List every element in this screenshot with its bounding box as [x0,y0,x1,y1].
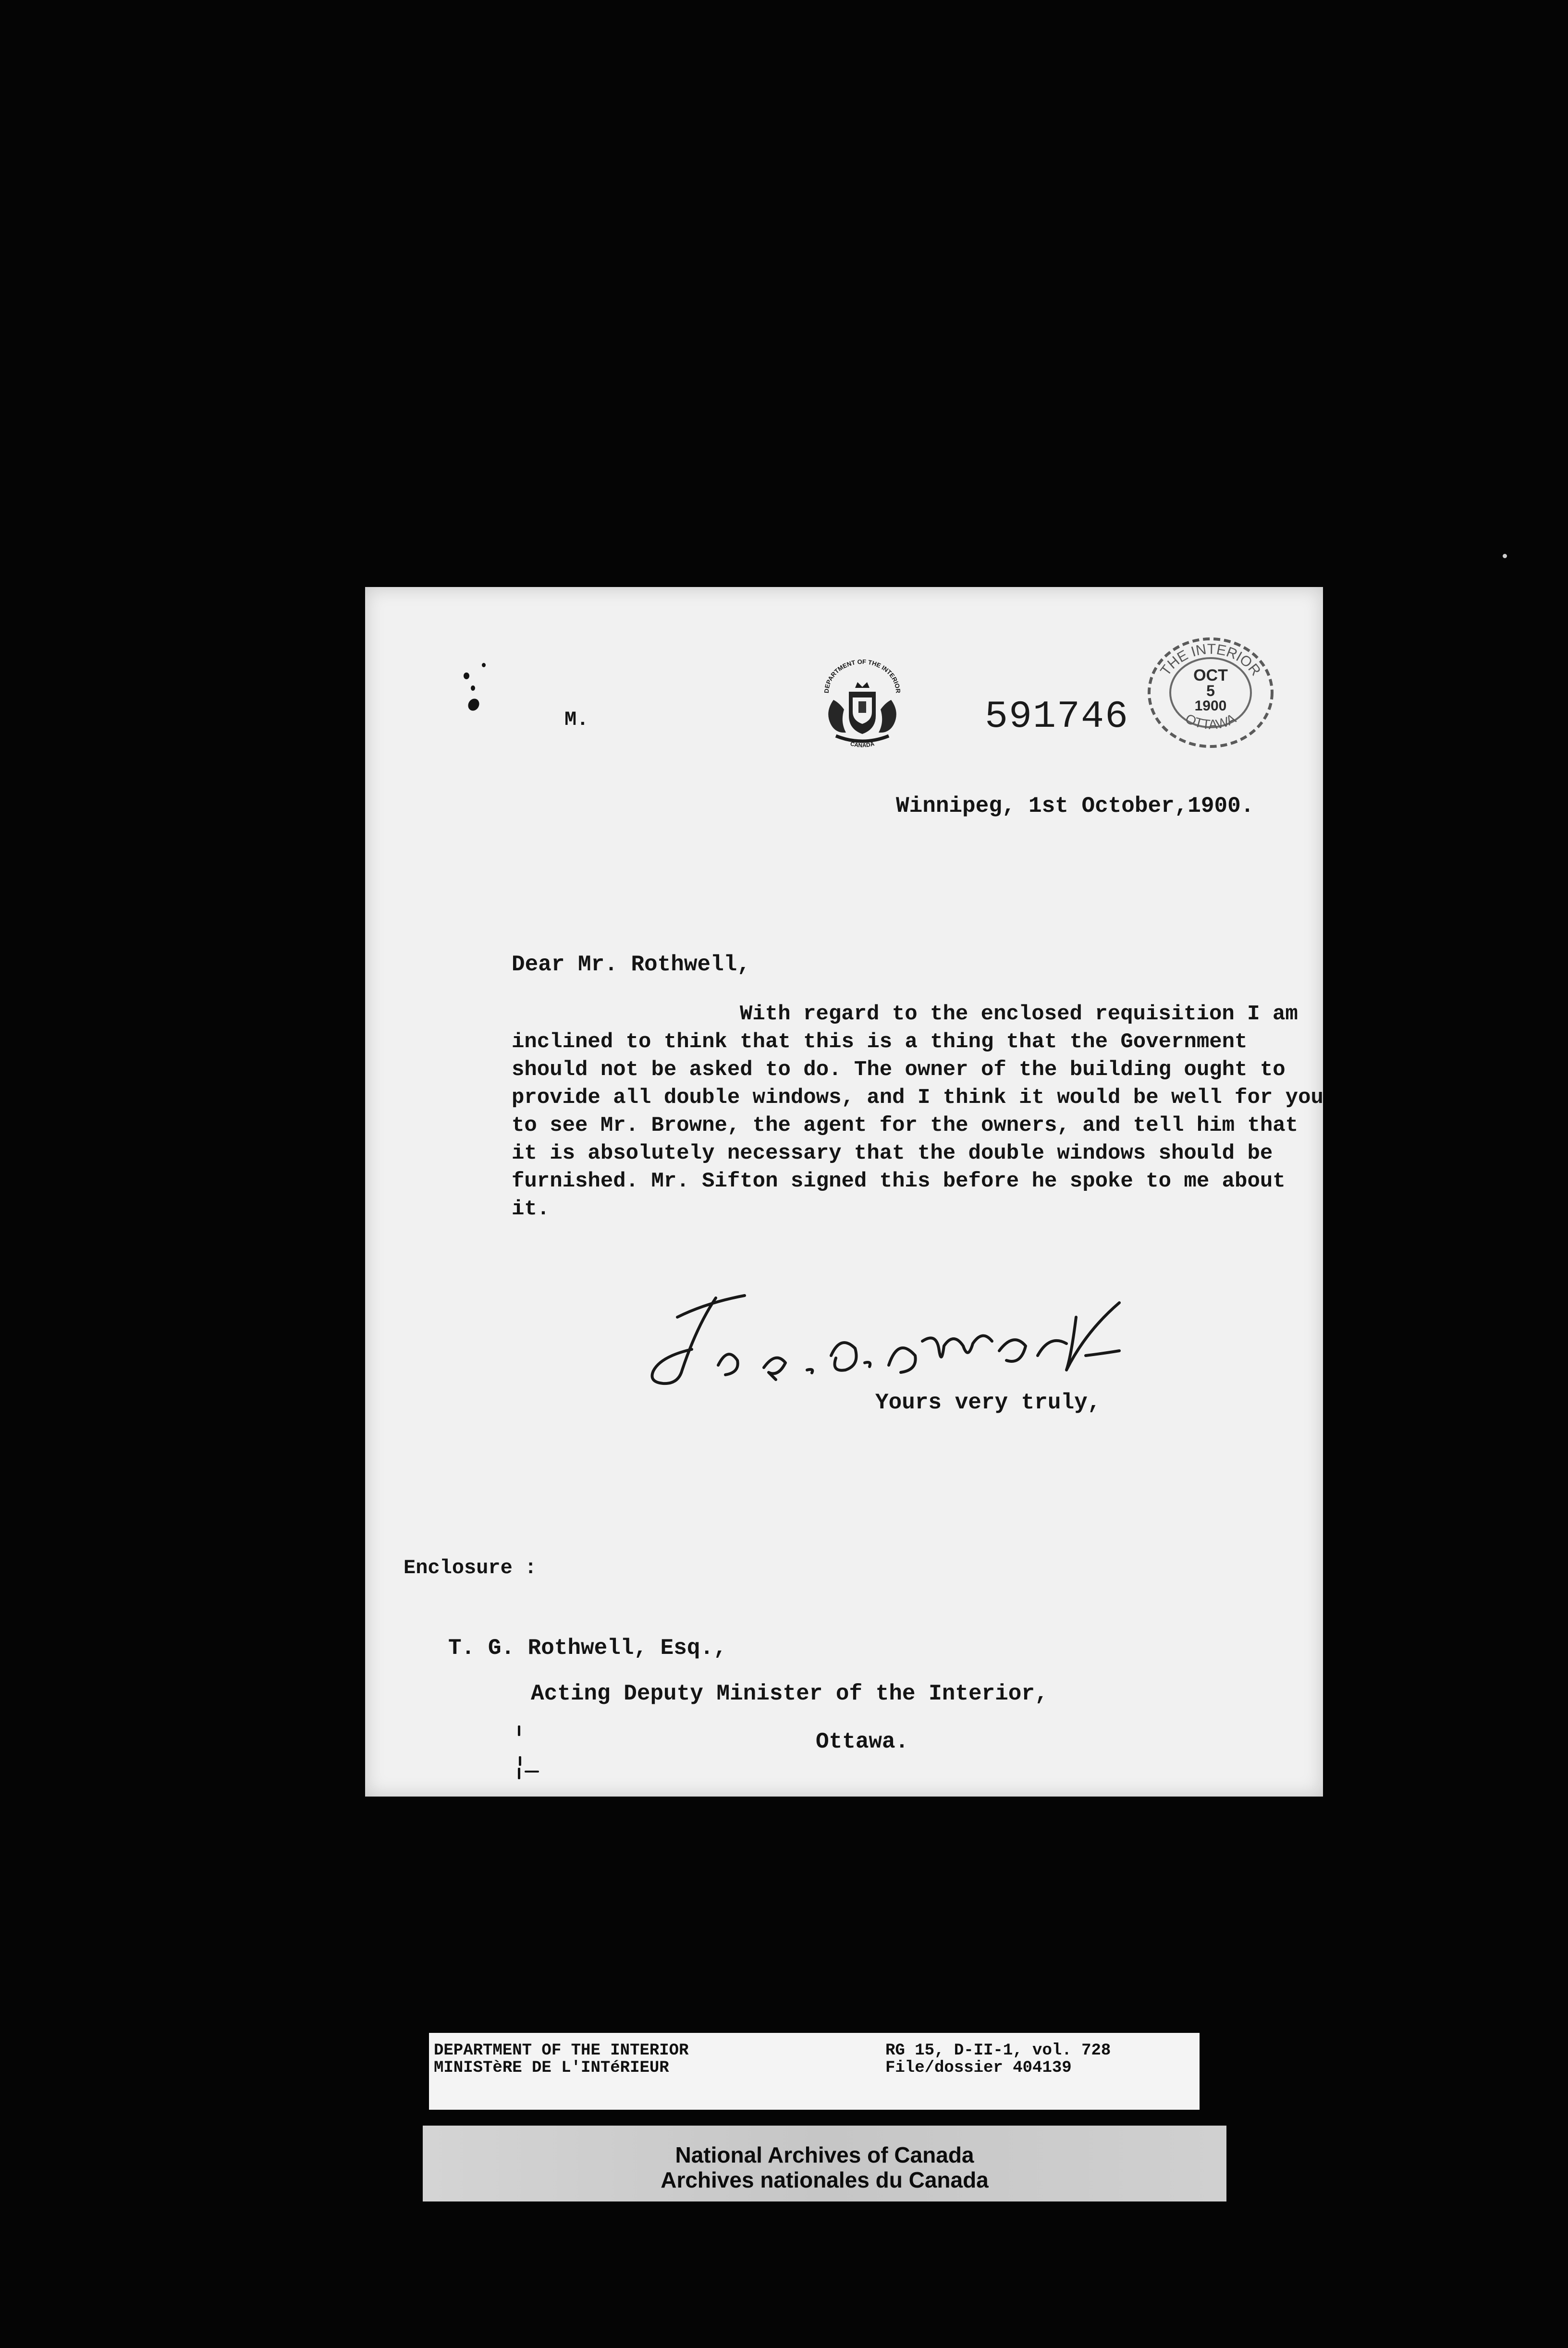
crest-bottom-text: CANADA [849,740,875,749]
department-french: MINISTèRE DE L'INTéRIEUR [434,2059,669,2077]
signature [605,1284,1268,1404]
ink-mark [519,1756,521,1766]
archives-name-french: Archives nationales du Canada [661,2167,989,2192]
stamp-day: 5 [1206,682,1215,699]
stamp-month: OCT [1193,666,1228,685]
body-line: to see Mr. Browne, the agent for the owners, and tell him that [512,1113,1298,1137]
stamp-year: 1900 [1194,698,1227,714]
stamp-bottom-text: OTTAWA [1183,710,1238,732]
ink-speck [466,697,481,713]
svg-text:OTTAWA [1183,711,1238,732]
film-speck [1503,554,1507,558]
body-line: it is absolutely necessary that the double windows should be [512,1141,1273,1165]
body-line: it. [512,1197,550,1221]
ink-speck [464,673,469,679]
addressee-city: Ottawa. [816,1729,909,1754]
addressee-name: T. G. Rothwell, Esq., [448,1636,727,1661]
salutation: Dear Mr. Rothwell, [512,952,750,977]
svg-text:DEPARTMENT OF THE INTERIOR [823,658,902,694]
ink-speck [482,663,486,667]
national-archives-label [423,2126,1226,2201]
department-english: DEPARTMENT OF THE INTERIOR [434,2042,689,2060]
closing: Yours very truly, [875,1390,1101,1415]
body-line: inclined to think that this is a thing that the Government [512,1030,1248,1054]
body-line: furnished. Mr. Sifton signed this before he spoke to me about [512,1169,1286,1193]
addressee-title: Acting Deputy Minister of the Interior, [531,1681,1048,1706]
marker-m: M. [564,708,589,731]
body-line: provide all double windows, and I think it would be well for you [512,1086,1323,1110]
stamp-top-text: THE INTERIOR [1157,641,1264,679]
ink-mark [518,1725,520,1736]
body-line: should not be asked to do. The owner of the building ought to [512,1058,1286,1082]
record-group-reference: RG 15, D-II-1, vol. 728 [885,2042,1111,2060]
dateline: Winnipeg, 1st October,1900. [896,794,1254,819]
file-reference: File/dossier 404139 [885,2059,1072,2077]
received-date-stamp [1143,633,1283,753]
ink-mark [525,1771,539,1773]
file-number: 591746 [985,695,1129,739]
letter-page [365,587,1323,1797]
archive-reference-label [429,2033,1200,2110]
coat-of-arms-icon [814,654,910,755]
ink-mark [518,1768,520,1779]
ink-speck [471,685,475,691]
enclosure-label: Enclosure : [404,1556,537,1579]
crest-top-text: DEPARTMENT OF THE INTERIOR [822,658,902,694]
archives-name-english: National Archives of Canada [675,2142,974,2167]
body-line: With regard to the enclosed requisition I am [740,1002,1298,1026]
